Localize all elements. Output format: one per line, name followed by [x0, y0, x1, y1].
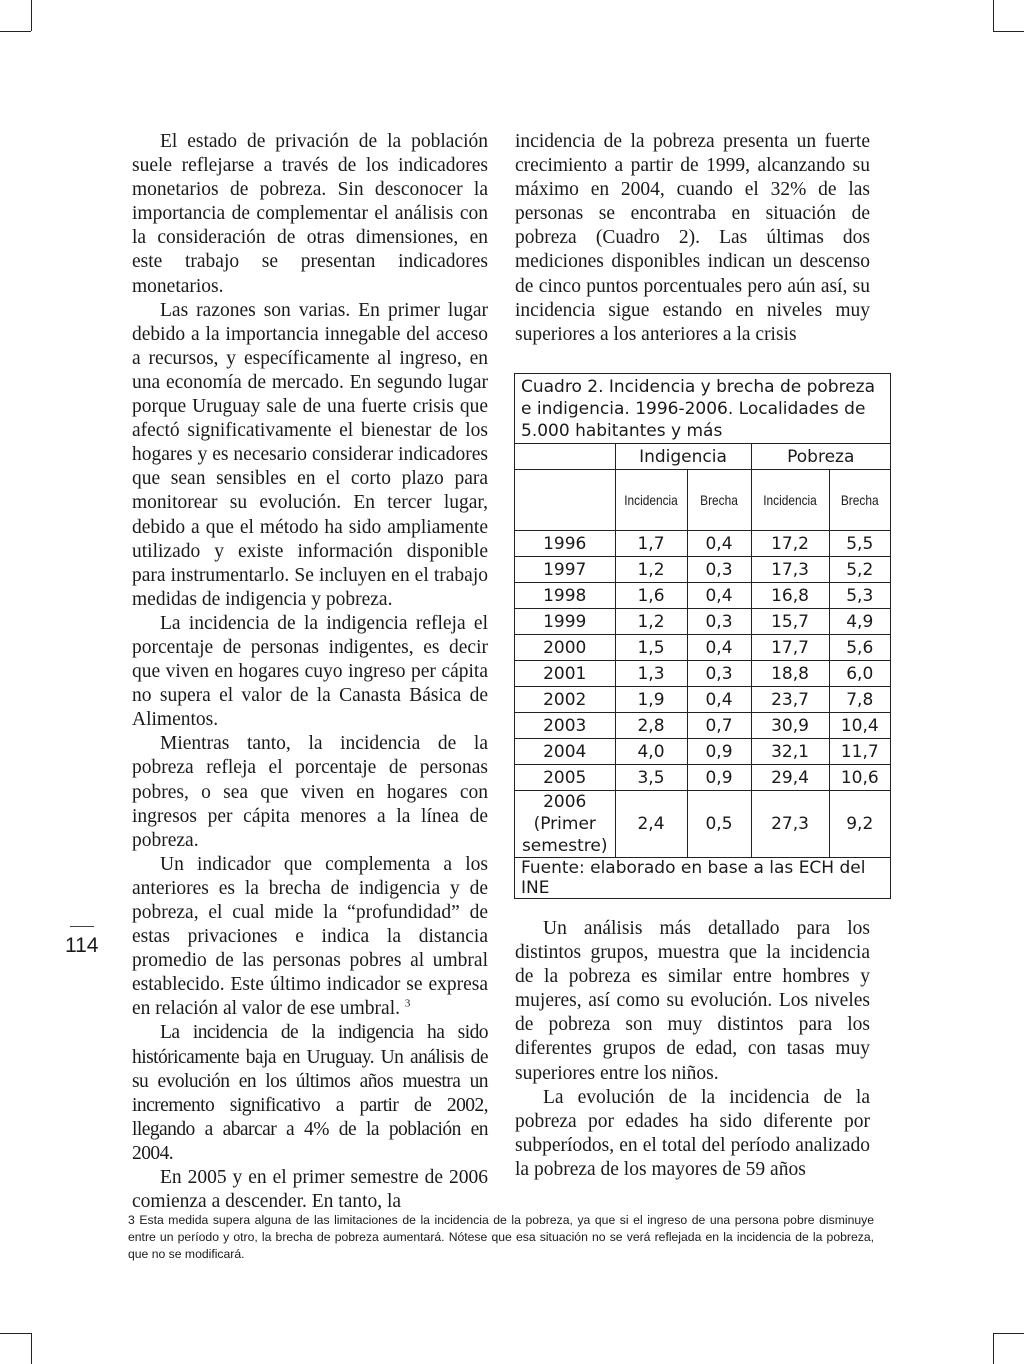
table-cell: 9,2	[829, 791, 890, 858]
table-cell-year: 2000	[515, 635, 615, 661]
table-cell: 4,9	[829, 609, 890, 635]
column-group-pobreza: Pobreza	[751, 444, 890, 470]
table-cell-year: 1997	[515, 557, 615, 583]
left-column	[132, 130, 488, 1214]
table-group-header-row	[515, 444, 890, 470]
table-row	[515, 635, 890, 661]
table-cell: 5,2	[829, 557, 890, 583]
table-cell: 0,9	[687, 765, 751, 791]
table-cell-year: 2003	[515, 713, 615, 739]
paragraph-text: Un indicador que complementa a los anteriores es la brecha de indigencia y de pobreza, el cual mide la “profundidad” de estas privaciones e indica la distancia promedio de las personas pobres al umbral establecido. Este último indicador se expresa en relación al valor de ese umbral.	[132, 853, 488, 1020]
table-cell: 0,3	[687, 557, 751, 583]
paragraph: La incidencia de la indigencia ha sido históricamente baja en Uruguay. Un análisis de su evolución en los últimos años muestra un incremento significativo a partir de 2002, llegando a abarcar a 4% de la población en 2004.	[132, 1022, 488, 1164]
table-cell: 0,4	[687, 583, 751, 609]
table-cuadro-2	[514, 373, 891, 899]
table-cell: 1,2	[615, 557, 687, 583]
table-cell: 15,7	[751, 609, 829, 635]
page-number-rule	[70, 926, 94, 927]
crop-mark	[993, 1333, 994, 1364]
right-column-top	[515, 130, 870, 347]
right-column-bottom	[515, 917, 870, 1182]
column-group-indigencia: Indigencia	[615, 444, 751, 470]
year-line: 2006	[543, 792, 587, 812]
crop-mark	[0, 1333, 31, 1334]
table-cell: 1,7	[615, 531, 687, 557]
year-line: (Primer	[533, 814, 596, 834]
table-cell: 17,7	[751, 635, 829, 661]
paragraph: Las razones son varias. En primer lugar debido a la importancia innegable del acceso a recursos, y específicamente al ingreso, en una economía de mercado. En segundo lugar porque Uruguay sale de una fuerte crisis que afectó significativamente el bienestar de los hogares y es necesario considerar indicadores que sean sensibles en el corto plazo para monitorear su evolución. En tercer lugar, debido a que el método ha sido ampliamente utilizado y existe información disponible para instrumentarlo. Se incluyen en el trabajo medidas de indigencia y pobreza.	[132, 299, 488, 610]
table-source: Fuente: elaborado en base a las ECH del INE	[515, 858, 890, 899]
table-sub-header-row	[515, 470, 890, 531]
table-cell-year	[515, 791, 615, 858]
table-cell: 5,3	[829, 583, 890, 609]
column-header: Incidencia	[757, 470, 823, 531]
table-cell: 0,4	[687, 531, 751, 557]
paragraph: En 2005 y en el primer semestre de 2006 comienza a descender. En tanto, la	[132, 1167, 488, 1213]
table-cell-year: 2001	[515, 661, 615, 687]
table-cell-year: 1998	[515, 583, 615, 609]
table-cell: 1,2	[615, 609, 687, 635]
table-cell: 0,5	[687, 791, 751, 858]
table-caption: Cuadro 2. Incidencia y brecha de pobreza e indigencia. 1996-2006. Localidades de 5.000 habitantes y más	[515, 374, 890, 444]
table-cell-year: 2002	[515, 687, 615, 713]
table-cell: 4,0	[615, 739, 687, 765]
crop-mark	[31, 0, 32, 31]
crop-mark	[31, 1333, 32, 1364]
table-row	[515, 609, 890, 635]
table-row	[515, 661, 890, 687]
page-number: 114	[65, 934, 99, 957]
table-cell: 0,4	[687, 635, 751, 661]
table-cell: 17,3	[751, 557, 829, 583]
table-row	[515, 765, 890, 791]
footnote: 3 Esta medida supera alguna de las limitaciones de la incidencia de la pobreza, ya que si el ingreso de una persona pobre disminuye entre un período y otro, la brecha de pobreza aumentará. Nótese que esa situación no se verá reflejada en la incidencia de la pobreza, que no se modificará.	[128, 1213, 874, 1261]
table-cell: 18,8	[751, 661, 829, 687]
paragraph: La incidencia de la indigencia refleja el porcentaje de personas indigentes, es decir que viven en hogares cuyo ingreso per cápita no supera el valor de la Canasta Básica de Alimentos.	[132, 612, 488, 731]
table-cell: 10,4	[829, 713, 890, 739]
paragraph: incidencia de la pobreza presenta un fuerte crecimiento a partir de 1999, alcanzando su máximo en 2004, cuando el 32% de las personas se encontraba en situación de pobreza (Cuadro 2). Las últimas dos mediciones disponibles indican un descenso de cinco puntos porcentuales pero aún así, su incidencia sigue estando en niveles muy superiores a los anteriores a la crisis	[515, 131, 870, 345]
table-cell: 0,3	[687, 609, 751, 635]
table-cell: 3,5	[615, 765, 687, 791]
table-body	[515, 531, 890, 791]
paragraph	[132, 853, 488, 1022]
table-cell: 1,9	[615, 687, 687, 713]
table-cell: 11,7	[829, 739, 890, 765]
table-cell: 6,0	[829, 661, 890, 687]
table-cell-year: 2005	[515, 765, 615, 791]
table-cell: 7,8	[829, 687, 890, 713]
table-row	[515, 583, 890, 609]
table-row	[515, 557, 890, 583]
table-cell: 23,7	[751, 687, 829, 713]
table-cell: 0,9	[687, 739, 751, 765]
footnote-reference: 3	[404, 997, 411, 1010]
paragraph: El estado de privación de la población suele reflejarse a través de los indicadores monetarios de pobreza. Sin desconocer la importancia de complementar el análisis con la consideración de otras dimensiones, en este trabajo se presentan indicadores monetarios.	[132, 131, 488, 297]
table-row	[515, 791, 890, 858]
table-cell: 16,8	[751, 583, 829, 609]
paragraph: Mientras tanto, la incidencia de la pobreza refleja el porcentaje de personas pobres, o sea que viven en hogares con ingresos per cápita menores a la línea de pobreza.	[132, 733, 488, 851]
crop-mark	[993, 1333, 1024, 1334]
table-cell: 17,2	[751, 531, 829, 557]
table-cell: 1,6	[615, 583, 687, 609]
table-row	[515, 739, 890, 765]
table-cell-year: 2004	[515, 739, 615, 765]
table-cell: 5,6	[829, 635, 890, 661]
table-cell: 2,8	[615, 713, 687, 739]
crop-mark	[993, 31, 1024, 32]
table-cell: 10,6	[829, 765, 890, 791]
table-corner-cell	[515, 444, 615, 470]
table-cell: 30,9	[751, 713, 829, 739]
table-row	[515, 713, 890, 739]
column-header: Brecha	[834, 470, 886, 531]
table-cell-year: 1996	[515, 531, 615, 557]
table-cell: 0,7	[687, 713, 751, 739]
crop-mark	[993, 0, 994, 31]
column-header: Incidencia	[620, 470, 681, 531]
table-cell: 27,3	[751, 791, 829, 858]
table-cell: 29,4	[751, 765, 829, 791]
paragraph: La evolución de la incidencia de la pobreza por edades ha sido diferente por subperíodos, en el total del período analizado la pobreza de los mayores de 59 años	[515, 1086, 870, 1180]
table-cell: 0,3	[687, 661, 751, 687]
table-cell-year: 1999	[515, 609, 615, 635]
table-row	[515, 687, 890, 713]
paragraph: Un análisis más detallado para los distintos grupos, muestra que la incidencia de la pobreza es similar entre hombres y mujeres, así como su evolución. Los niveles de pobreza son muy distintos para los diferentes grupos de edad, con tasas muy superiores entre los niños.	[515, 918, 870, 1084]
table-cell: 1,3	[615, 661, 687, 687]
table-row	[515, 531, 890, 557]
table-cell: 0,4	[687, 687, 751, 713]
data-table	[515, 374, 890, 898]
table-cell: 5,5	[829, 531, 890, 557]
table-cell: 1,5	[615, 635, 687, 661]
table-corner-cell	[515, 470, 615, 531]
table-cell: 32,1	[751, 739, 829, 765]
table-cell: 2,4	[615, 791, 687, 858]
crop-mark	[0, 31, 31, 32]
column-header: Brecha	[692, 470, 746, 531]
year-line: semestre)	[521, 836, 608, 856]
